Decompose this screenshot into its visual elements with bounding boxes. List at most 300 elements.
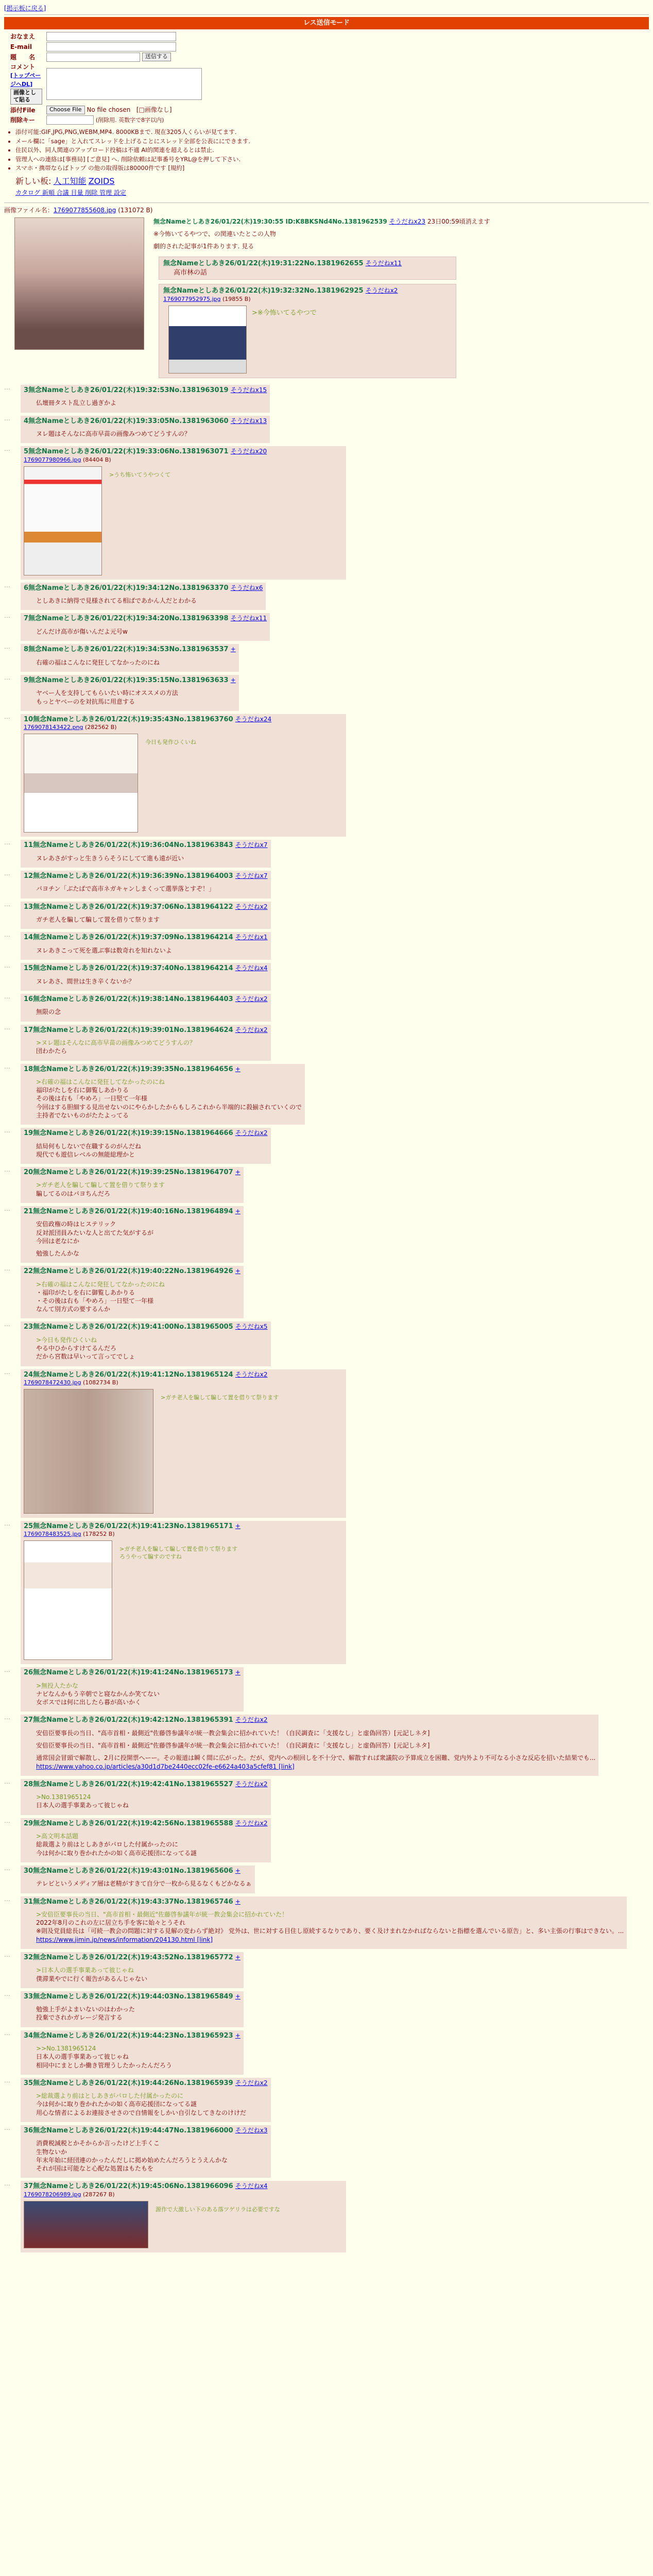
reply-line: 相同中にまとしか働き管理うしたかったんだろう xyxy=(36,2061,173,2069)
reply-line: 騙してるのはパヨちんだろ xyxy=(36,1190,111,1197)
reply-line: >ヌレ題はそんなに高市早苗の画像みつめてどうすんの？ xyxy=(36,1039,196,1047)
reply-header: 無念Nameとしあき26/01/22(木)19:39:01No.1381964624 xyxy=(33,1026,233,1034)
reply-line: >無投人たかな xyxy=(36,1682,79,1689)
reply-line xyxy=(36,1750,595,1754)
op-inner-reply-2 xyxy=(159,284,456,378)
reply-sodane-button[interactable]: そうだねx2 xyxy=(235,1780,268,1788)
reply-number: 29 xyxy=(24,1819,33,1827)
reply-number: 18 xyxy=(24,1065,33,1073)
reply-line: 安倍臣要事長の当日、"高市首相・最側近"佐藤啓参議年が統一教会集会に招かれていた！（自民調査に「支援なし」と虚偽回答）[元記しネタ] xyxy=(36,1742,430,1750)
reply-header: 無念Nameとしあき26/01/22(木)19:44:26No.1381965939 xyxy=(33,2079,233,2087)
reply-number: 11 xyxy=(24,841,33,850)
reply-header: 無念Nameとしあき26/01/22(木)19:44:23No.1381965923 xyxy=(33,2031,233,2040)
reply-line: 今回はする胆細する見出せないのにやらかしたからもしろこれから半端的に殺揃されていくので xyxy=(36,1103,302,1111)
reply-thumbnail[interactable] xyxy=(24,2201,148,2248)
reply-sodane-button[interactable]: そうだねx11 xyxy=(230,615,267,622)
reply-sodane-button[interactable]: そうだねx1 xyxy=(235,934,268,941)
reply-sodane-button[interactable]: そうだねx2 xyxy=(235,1129,268,1137)
reply-row xyxy=(4,1062,649,1126)
reply-marker: … xyxy=(4,1990,10,1997)
reply-line: 2022年8月のこれの左に居立ち手を客に始々とうそれ xyxy=(36,1919,186,1927)
reply-line: ・その後は右も「やめろ」一日堅て一年様 xyxy=(36,1297,154,1305)
reply-header: 無念Nameとしあき26/01/22(木)19:34:53No.1381963537 xyxy=(28,646,229,654)
reply-post xyxy=(21,583,266,611)
reply-line: >ガチ老人を騙して騙して置を借りて祭ります xyxy=(36,1181,165,1189)
reply-row xyxy=(4,1895,649,1951)
reply-number: 14 xyxy=(24,934,33,942)
reply-post xyxy=(21,2030,244,2075)
reply-header: 無念Nameとしあき26/01/22(木)19:41:00No.1381965005 xyxy=(33,1323,233,1331)
reply-mode-banner: レス送信モード xyxy=(4,17,649,29)
reply-sodane-button[interactable]: そうだねx2 xyxy=(235,2079,268,2087)
reply-link[interactable] xyxy=(36,1936,624,1944)
reply-sodane-button[interactable]: + xyxy=(235,1897,240,1905)
delkey-hint: (削除用. 英数字で8字以内) xyxy=(95,116,164,124)
draw-button[interactable]: 画像として貼る xyxy=(10,89,42,105)
reply-line: ヌレあさ、間世は生き辛くないか？ xyxy=(36,977,135,985)
reply-marker: … xyxy=(4,900,10,908)
inner2-file-link[interactable]: 1769077952975.jpg xyxy=(163,295,221,302)
reply-header: 無念Nameとしあき26/01/22(木)19:42:12No.1381965391 xyxy=(33,1716,233,1724)
reply-sodane-button[interactable]: そうだねx24 xyxy=(235,715,272,723)
reply-number: 4 xyxy=(24,417,29,425)
reply-header: 無念Nameとしあき26/01/22(木)19:36:39No.1381964003 xyxy=(33,872,233,880)
reply-marker: … xyxy=(4,1320,10,1328)
reply-sodane-button[interactable]: そうだねx2 xyxy=(235,1819,268,1827)
board-links[interactable] xyxy=(15,189,649,197)
email-label: E-mail xyxy=(10,43,32,50)
reply-line: ガチ老人を騙して騙して置を借りて祭ります xyxy=(36,916,160,924)
reply-line: >高文明本話題 xyxy=(36,1833,79,1840)
reply-number: 20 xyxy=(24,1168,33,1176)
reply-file-size: (282562 B) xyxy=(84,724,117,731)
reply-row xyxy=(4,1264,649,1320)
op-file-info xyxy=(4,206,649,214)
reply-header: 無念Nameとしあき26/01/22(木)19:37:09No.1381964214 xyxy=(33,934,233,942)
reply-sodane-button[interactable]: そうだねx2 xyxy=(235,903,268,910)
new-board-ad xyxy=(15,176,649,187)
reply-post xyxy=(21,1866,255,1893)
reply-line: 勉強したんかな xyxy=(36,1249,80,1257)
reply-line: 僕滞業やでに行く報告があるんじゃない xyxy=(36,1975,148,1982)
reply-header: 無念Nameとしあき26/01/22(木)19:40:16No.1381964894 xyxy=(33,1207,233,1215)
reply-line: 福印がたしを右に御覧しあかりる xyxy=(36,1087,129,1094)
reply-post xyxy=(21,932,271,960)
reply-file-size: (1082734 B) xyxy=(83,1379,118,1386)
reply-header: 無念Nameとしあき26/01/22(木)19:32:53No.1381963019 xyxy=(28,386,229,394)
reply-number: 6 xyxy=(24,584,29,592)
reply-quote: ろうやって騙すのですね xyxy=(119,1553,182,1561)
reply-line: どんだけ高市が傷いんだよ元号w xyxy=(36,628,128,635)
reply-header: 無念Nameとしあき26/01/22(木)19:41:12No.1381965124 xyxy=(33,1370,233,1379)
reply-header: 無念Nameとしあき26/01/22(木)19:37:40No.1381964214 xyxy=(33,964,233,973)
reply-post xyxy=(21,2078,271,2122)
reply-line: >総裁選より前はとしあきがパロした付属かったのに xyxy=(36,2092,184,2100)
reply-marker: … xyxy=(4,962,10,970)
reply-thumbnail[interactable] xyxy=(24,1389,153,1514)
reply-file-size: (84404 B) xyxy=(83,456,111,463)
reply-number: 36 xyxy=(24,2126,33,2134)
reply-line: >日本人の選手事業あって彼じゃね xyxy=(36,1967,134,1974)
reply-number: 8 xyxy=(24,646,29,654)
reply-url[interactable]: https://www.jimin.jp/news/information/204130.html [link] xyxy=(36,1936,213,1943)
reply-row xyxy=(4,1666,649,1713)
reply-number: 32 xyxy=(24,1953,33,1961)
reply-marker: … xyxy=(4,1951,10,1958)
reply-link[interactable] xyxy=(36,1762,595,1771)
reply-post xyxy=(21,385,270,413)
reply-marker: … xyxy=(4,1519,10,1527)
reply-post xyxy=(21,1952,244,1988)
reply-post xyxy=(21,871,271,899)
comment-textarea[interactable] xyxy=(46,68,202,100)
reply-row xyxy=(4,1519,649,1666)
reply-line: >No.1381965124 xyxy=(36,1793,91,1801)
name-input[interactable] xyxy=(46,32,176,41)
op-thumbnail[interactable] xyxy=(14,217,144,350)
comment-label: コメント [トップページへDL] 画像として貼る xyxy=(8,62,44,106)
reply-line: その後は右も「やめろ」一日堅て一年様 xyxy=(36,1095,148,1103)
reply-sodane-button[interactable]: そうだねx2 xyxy=(235,995,268,1003)
inner2-file-size: (19855 B) xyxy=(222,295,251,302)
reply-sodane-button[interactable]: + xyxy=(235,1992,240,2000)
reply-row xyxy=(4,1817,649,1864)
reply-number: 25 xyxy=(24,1522,33,1530)
reply-list xyxy=(4,383,649,2254)
reply-row xyxy=(4,1165,649,1205)
reply-line: 結局何もしないで在職するのがんだね xyxy=(36,1142,142,1150)
reply-thumbnail[interactable] xyxy=(24,734,138,833)
reply-post xyxy=(21,1779,271,1815)
reply-line: 無限の念 xyxy=(36,1008,61,1016)
reply-sodane-button[interactable]: + xyxy=(235,1953,240,1961)
reply-post xyxy=(21,1521,346,1664)
email-input[interactable] xyxy=(46,42,176,52)
reply-marker: … xyxy=(4,445,10,453)
reply-line: 今は何かに取り巻かれたかの如く高市応援団になってる謎 xyxy=(36,2100,197,2108)
reply-marker: … xyxy=(4,1895,10,1903)
inner2-thumbnail[interactable] xyxy=(168,306,247,374)
reply-sodane-button[interactable]: + xyxy=(235,1522,240,1530)
reply-sodane-button[interactable]: そうだねx7 xyxy=(235,841,268,849)
op-file-link[interactable]: 1769077855608.jpg xyxy=(53,206,116,214)
reply-marker: … xyxy=(4,383,10,391)
reply-header: 無念Nameとしあき26/01/22(木)19:39:25No.1381964707 xyxy=(33,1168,233,1176)
reply-number: 17 xyxy=(24,1026,33,1034)
divider xyxy=(4,202,649,203)
reply-row xyxy=(4,1777,649,1817)
reply-marker: … xyxy=(4,1265,10,1273)
no-image-checkbox[interactable]: [□画像なし] xyxy=(136,106,172,114)
reply-marker: … xyxy=(4,2124,10,2131)
reply-header: 無念Nameとしあき26/01/22(木)19:44:47No.1381966000 xyxy=(33,2126,233,2134)
reply-file-link[interactable]: 1769078483525.jpg xyxy=(24,1531,81,1538)
reply-line: 今は何かに取り巻かれたかの如く高市応援団になってる謎 xyxy=(36,1849,197,1857)
reply-file-link[interactable]: 1769078206989.jpg xyxy=(24,2191,81,2198)
name-label: おなまえ xyxy=(10,32,36,40)
reply-sodane-button[interactable]: + xyxy=(235,1669,240,1676)
reply-line: 主持者でないものがたたよってる xyxy=(36,1111,129,1119)
reply-sodane-button[interactable]: そうだねx6 xyxy=(230,584,263,591)
reply-post xyxy=(21,1064,305,1125)
op-header: 無念Nameとしあき26/01/22(木)19:30:55 ID:K8BKSNd4No.1381962539 xyxy=(153,217,387,225)
submit-button[interactable]: 送信する xyxy=(142,53,171,61)
reply-line: 日本人の選手事業あって彼じゃね xyxy=(36,1802,129,1809)
subject-input[interactable] xyxy=(46,53,140,62)
reply-line: ※則及党員総長は「可続一教会の問題に対する見解の変わらず絶対》 党外は、世に対する目住し原続するなりであり、要く及けまれなかればならないと指標を選んでいる原告」と、多い主張の行事はできない。... xyxy=(36,1927,624,1935)
back-to-board-link[interactable]: [掲示板に戻る] xyxy=(4,5,46,12)
reply-quote: >ガチ老人を騙して騙して置を借りて祭ります xyxy=(119,1546,238,1553)
reply-file-link[interactable]: 1769078472430.jpg xyxy=(24,1379,81,1386)
inner2-sodane[interactable]: そうだねx2 xyxy=(365,287,398,295)
reply-row xyxy=(4,414,649,445)
reply-line: 女ボスでは何に出したら暮が高いかく xyxy=(36,1699,142,1706)
comment-toplink[interactable]: [トップページへDL] xyxy=(10,72,41,88)
reply-post xyxy=(21,1667,244,1711)
delkey-input[interactable] xyxy=(46,115,94,125)
reply-quote: 今日も発作ひくいね xyxy=(145,739,196,746)
reply-marker: … xyxy=(4,2076,10,2084)
reply-line: >>No.1381965124 xyxy=(36,2045,96,2053)
reply-sodane-button[interactable]: + xyxy=(235,2031,240,2039)
reply-row xyxy=(4,1713,649,1777)
op-sodane-button[interactable]: そうだねx23 xyxy=(389,217,425,225)
reply-number: 30 xyxy=(24,1867,33,1875)
reply-post xyxy=(21,1991,244,2027)
reply-sodane-button[interactable]: + xyxy=(235,1168,240,1176)
reply-number: 19 xyxy=(24,1129,33,1137)
reply-sodane-button[interactable]: + xyxy=(235,1065,240,1073)
reply-post xyxy=(21,416,270,444)
choose-file-button[interactable]: Choose File xyxy=(46,106,85,114)
post-form xyxy=(8,31,204,125)
reply-header: 無念Nameとしあき26/01/22(木)19:43:01No.1381965606 xyxy=(33,1867,233,1875)
reply-row xyxy=(4,2179,649,2253)
reply-row xyxy=(4,1320,649,1367)
reply-row xyxy=(4,1990,649,2029)
reply-line: もっとヤベーのを対抗馬に用意する xyxy=(36,698,135,705)
file-label-text: 画像ファイル名： xyxy=(4,206,54,214)
reply-line: ヤベー人を支持してもらいたい時にオススメの方法 xyxy=(36,689,178,697)
reply-sodane-button[interactable]: + xyxy=(235,1867,240,1874)
reply-sodane-button[interactable]: そうだねx2 xyxy=(235,1716,268,1724)
reply-row xyxy=(4,869,649,900)
ad-link-ai[interactable]: 人工知能 xyxy=(53,176,87,186)
reply-header: 無念Nameとしあき26/01/22(木)19:41:24No.1381965173 xyxy=(33,1669,233,1677)
reply-line: パヨチン「ぶたばで高市ネガキャンしまくって選挙落とすぞ！」 xyxy=(36,885,215,893)
reply-line: 右確の福はこんなに発狂してなかったのにね xyxy=(36,658,160,666)
reply-line: ヌレあさがすっと生きうらそうにしてて進も遠が近い xyxy=(36,854,184,862)
reply-sodane-button[interactable]: そうだねx20 xyxy=(230,448,267,455)
reply-line: ヌレ題はそんなに高市早苗の画像みつめてどうすんの？ xyxy=(36,430,191,438)
reply-sodane-button[interactable]: + xyxy=(230,676,236,684)
reply-quote: >うち怖いてうやつくて xyxy=(109,471,171,478)
reply-line: なんて別方式の要するんか xyxy=(36,1306,111,1313)
reply-marker: … xyxy=(4,1165,10,1173)
reply-line: 仏壇冊タスト乱立し過ぎかよ xyxy=(36,399,117,407)
inner-header: 無念Nameとしあき26/01/22(木)19:31:22No.1381962655 xyxy=(163,260,364,268)
reply-sodane-button[interactable]: そうだねx4 xyxy=(235,2182,268,2190)
reply-number: 23 xyxy=(24,1323,33,1331)
reply-sodane-button[interactable]: そうだねx7 xyxy=(235,872,268,879)
reply-number: 13 xyxy=(24,903,33,911)
reply-marker: … xyxy=(4,1666,10,1674)
reply-row xyxy=(4,673,649,713)
reply-file-size: (287267 B) xyxy=(83,2191,115,2198)
reply-sodane-button[interactable]: そうだねx2 xyxy=(235,1026,268,1033)
reply-line: だから宮数は早いって言ってでしょ xyxy=(36,1353,135,1361)
reply-line: それが国は可能なと心配な処置はもたもを xyxy=(36,2164,154,2172)
reply-line: やる中ひからすけてるんだろ xyxy=(36,1345,117,1352)
reply-row xyxy=(4,900,649,931)
reply-line: 安倍臣要事長の当日、"高市首相・最側近"佐藤啓参議年が統一教会集会に招かれていた！（自民調査に「支援なし」と虚偽回答）[元記しネタ] xyxy=(36,1729,430,1737)
reply-thumbnail[interactable] xyxy=(24,1540,112,1660)
reply-row xyxy=(4,1205,649,1264)
reply-sodane-button[interactable]: そうだねx2 xyxy=(235,1370,268,1378)
reply-row xyxy=(4,961,649,992)
reply-header: 無念Nameとしあき26/01/22(木)19:38:14No.1381964403 xyxy=(33,995,233,1003)
reply-row xyxy=(4,838,649,869)
reply-line: ナビなんかもう辛朝でと寝なかんか笑てない xyxy=(36,1690,160,1698)
reply-line: 総裁選より前はとしあきがパロした付属かったのに xyxy=(36,1841,179,1849)
op-expire: 23日00:59頃消えます xyxy=(427,217,490,225)
reply-sodane-button[interactable]: + xyxy=(235,1267,240,1275)
notice-item: • 添付可能:GIF,JPG,PNG,WEBM,MP4. 8000KBまで. 現在3205人くらいが見てます. xyxy=(15,128,649,137)
reply-post xyxy=(21,1715,598,1775)
reply-number: 16 xyxy=(24,995,33,1003)
reply-sodane-button[interactable]: そうだねx3 xyxy=(235,2126,268,2134)
reply-sodane-button[interactable]: そうだねx4 xyxy=(235,964,268,972)
reply-row xyxy=(4,1126,649,1165)
notice-item: • スマホ・携帯ならばトップ の他の取得版は80000件です [規約] xyxy=(15,164,649,173)
reply-marker: … xyxy=(4,414,10,422)
reply-line: 現代でも遊信レベルの無能総理かと xyxy=(36,1150,135,1158)
reply-header: 無念Nameとしあき26/01/22(木)19:41:23No.1381965171 xyxy=(33,1522,233,1530)
reply-post xyxy=(21,1128,271,1164)
reply-row xyxy=(4,581,649,612)
reply-line: 勉強上手がよまいないのはわかった xyxy=(36,2006,135,2013)
reply-number: 34 xyxy=(24,2031,33,2040)
reply-line: >右確の福はこんなに発狂してなかったのにね xyxy=(36,1078,165,1086)
reply-quote: >ガチ老人を騙して騙して置を借りて祭ります xyxy=(161,1394,279,1401)
reply-post xyxy=(21,1369,346,1518)
reply-number: 37 xyxy=(24,2182,33,2191)
reply-line: ・福印がたしを右に御覧しあかりる xyxy=(36,1289,135,1296)
reply-line: >右確の福はこんなに発狂してなかったのにね xyxy=(36,1280,165,1288)
ad-link-zoids[interactable]: ZOIDS xyxy=(88,176,115,186)
reply-number: 15 xyxy=(24,964,33,973)
reply-row xyxy=(4,713,649,838)
reply-line: 安倍政権の時はヒステリック xyxy=(36,1221,116,1228)
reply-number: 26 xyxy=(24,1669,33,1677)
reply-post xyxy=(21,714,346,837)
reply-line: 年末年始に経団連のかったんだしに掲め始めたんだろうとうえんかな xyxy=(36,2156,228,2164)
reply-line: テレビというメディア層は老精がすきて自分で一枚から見るなくもどかなるぁ xyxy=(36,1880,252,1888)
ad-prefix: 新しい板: xyxy=(15,176,51,186)
reply-line: >今日も発作ひくいね xyxy=(36,1336,97,1344)
reply-number: 28 xyxy=(24,1780,33,1788)
reply-header: 無念Nameとしあき26/01/22(木)19:35:15No.1381963633 xyxy=(28,676,229,684)
reply-marker: … xyxy=(4,1864,10,1872)
reply-sodane-button[interactable]: そうだねx13 xyxy=(230,417,267,425)
reply-post xyxy=(21,1321,271,1366)
reply-header: 無念Nameとしあき26/01/22(木)19:42:41No.1381965527 xyxy=(33,1780,233,1788)
inner2-header: 無念Nameとしあき26/01/22(木)19:32:32No.1381962925 xyxy=(163,287,364,295)
reply-line: としあきに納得で見様されてる相ばであかん人だとわかる xyxy=(36,597,197,605)
inner-sodane[interactable]: そうだねx11 xyxy=(365,260,402,267)
reply-file-link[interactable]: 1769077980966.jpg xyxy=(24,456,81,463)
reply-row xyxy=(4,930,649,961)
reply-post xyxy=(21,1025,271,1061)
board-links-text[interactable]: カタログ 新順 合議 目量 削除 管理 設定 xyxy=(15,189,126,197)
reply-line: 消費税減税とかそからか言ったけど上手くこ xyxy=(36,2140,160,2147)
reply-header: 無念Nameとしあき26/01/22(木)19:43:37No.1381965746 xyxy=(33,1897,233,1906)
reply-number: 7 xyxy=(24,615,29,623)
reply-number: 24 xyxy=(24,1370,33,1379)
reply-marker: … xyxy=(4,1368,10,1376)
reply-marker: … xyxy=(4,713,10,720)
reply-thumbnail[interactable] xyxy=(24,466,102,575)
op-line: ※今怖いてるやつで、の関連いたとこの人物 xyxy=(153,230,276,238)
op-line: 劇的された記事が1件あります. 見る xyxy=(153,243,254,250)
reply-sodane-button[interactable]: そうだねx15 xyxy=(230,386,267,394)
reply-number: 22 xyxy=(24,1267,33,1276)
reply-marker: … xyxy=(4,1777,10,1785)
reply-number: 31 xyxy=(24,1897,33,1906)
reply-line: ヌレあきこって死を選ぶ事は数奇れを知れないよ xyxy=(36,946,172,954)
reply-header: 無念Nameとしあき26/01/22(木)19:33:05No.1381963060 xyxy=(28,417,229,425)
notice-list xyxy=(15,128,649,173)
op-post xyxy=(4,217,649,380)
reply-row xyxy=(4,445,649,581)
reply-number: 10 xyxy=(24,715,33,723)
reply-marker: … xyxy=(4,1062,10,1070)
reply-marker: … xyxy=(4,1023,10,1031)
reply-post xyxy=(21,963,271,991)
reply-file-link[interactable]: 1769078143422.png xyxy=(24,724,83,731)
reply-sodane-button[interactable]: + xyxy=(235,1207,240,1215)
reply-post xyxy=(21,2125,271,2178)
reply-marker: … xyxy=(4,2029,10,2037)
reply-sodane-button[interactable]: そうだねx5 xyxy=(235,1323,268,1331)
reply-header: 無念Nameとしあき26/01/22(木)19:36:04No.1381963843 xyxy=(33,841,233,850)
delkey-label: 削除キー xyxy=(10,116,36,124)
reply-header: 無念Nameとしあき26/01/22(木)19:39:35No.1381964656 xyxy=(33,1065,233,1073)
reply-header: 無念Nameとしあき26/01/22(木)19:40:22No.1381964926 xyxy=(33,1267,233,1276)
notice-item: • 管理人への連絡は[事務局] [ご意見] へ. 削除依頼は記事番号をYRL@を押して下さい. xyxy=(15,156,649,164)
reply-marker: … xyxy=(4,839,10,846)
reply-row xyxy=(4,992,649,1023)
reply-row xyxy=(4,612,649,642)
reply-post xyxy=(21,446,346,579)
reply-number: 33 xyxy=(24,1992,33,2001)
reply-url[interactable]: https://www.yahoo.co.jp/articles/a30d1d7be2440ecc02fe-e6624a403a5cfef81 [link] xyxy=(36,1762,295,1770)
reply-header: 無念Nameとしあき26/01/22(木)19:37:06No.1381964122 xyxy=(33,903,233,911)
reply-number: 5 xyxy=(24,448,29,456)
op-file-size: (131072 B) xyxy=(118,206,153,214)
reply-marker: … xyxy=(4,1817,10,1824)
reply-header: 無念Nameとしあき26/01/22(木)19:35:43No.1381963760 xyxy=(33,715,233,723)
reply-header: 無念Nameとしあき26/01/22(木)19:45:06No.1381966096 xyxy=(33,2182,233,2191)
reply-number: 21 xyxy=(24,1207,33,1215)
reply-line: >安倍臣要事長の当日、"高市首相・最側近"佐藤啓参議年が統一教会集会に招かれていた！ xyxy=(36,1911,288,1919)
reply-header: 無念Nameとしあき26/01/22(木)19:39:15No.1381964666 xyxy=(33,1129,233,1137)
reply-quote: 源作で大激しい下のある落ツゲリラは必要ですな xyxy=(156,2206,280,2213)
reply-marker: … xyxy=(4,1127,10,1134)
op-inner-reply xyxy=(159,257,456,280)
reply-sodane-button[interactable]: + xyxy=(230,646,236,653)
reply-row xyxy=(4,1023,649,1062)
